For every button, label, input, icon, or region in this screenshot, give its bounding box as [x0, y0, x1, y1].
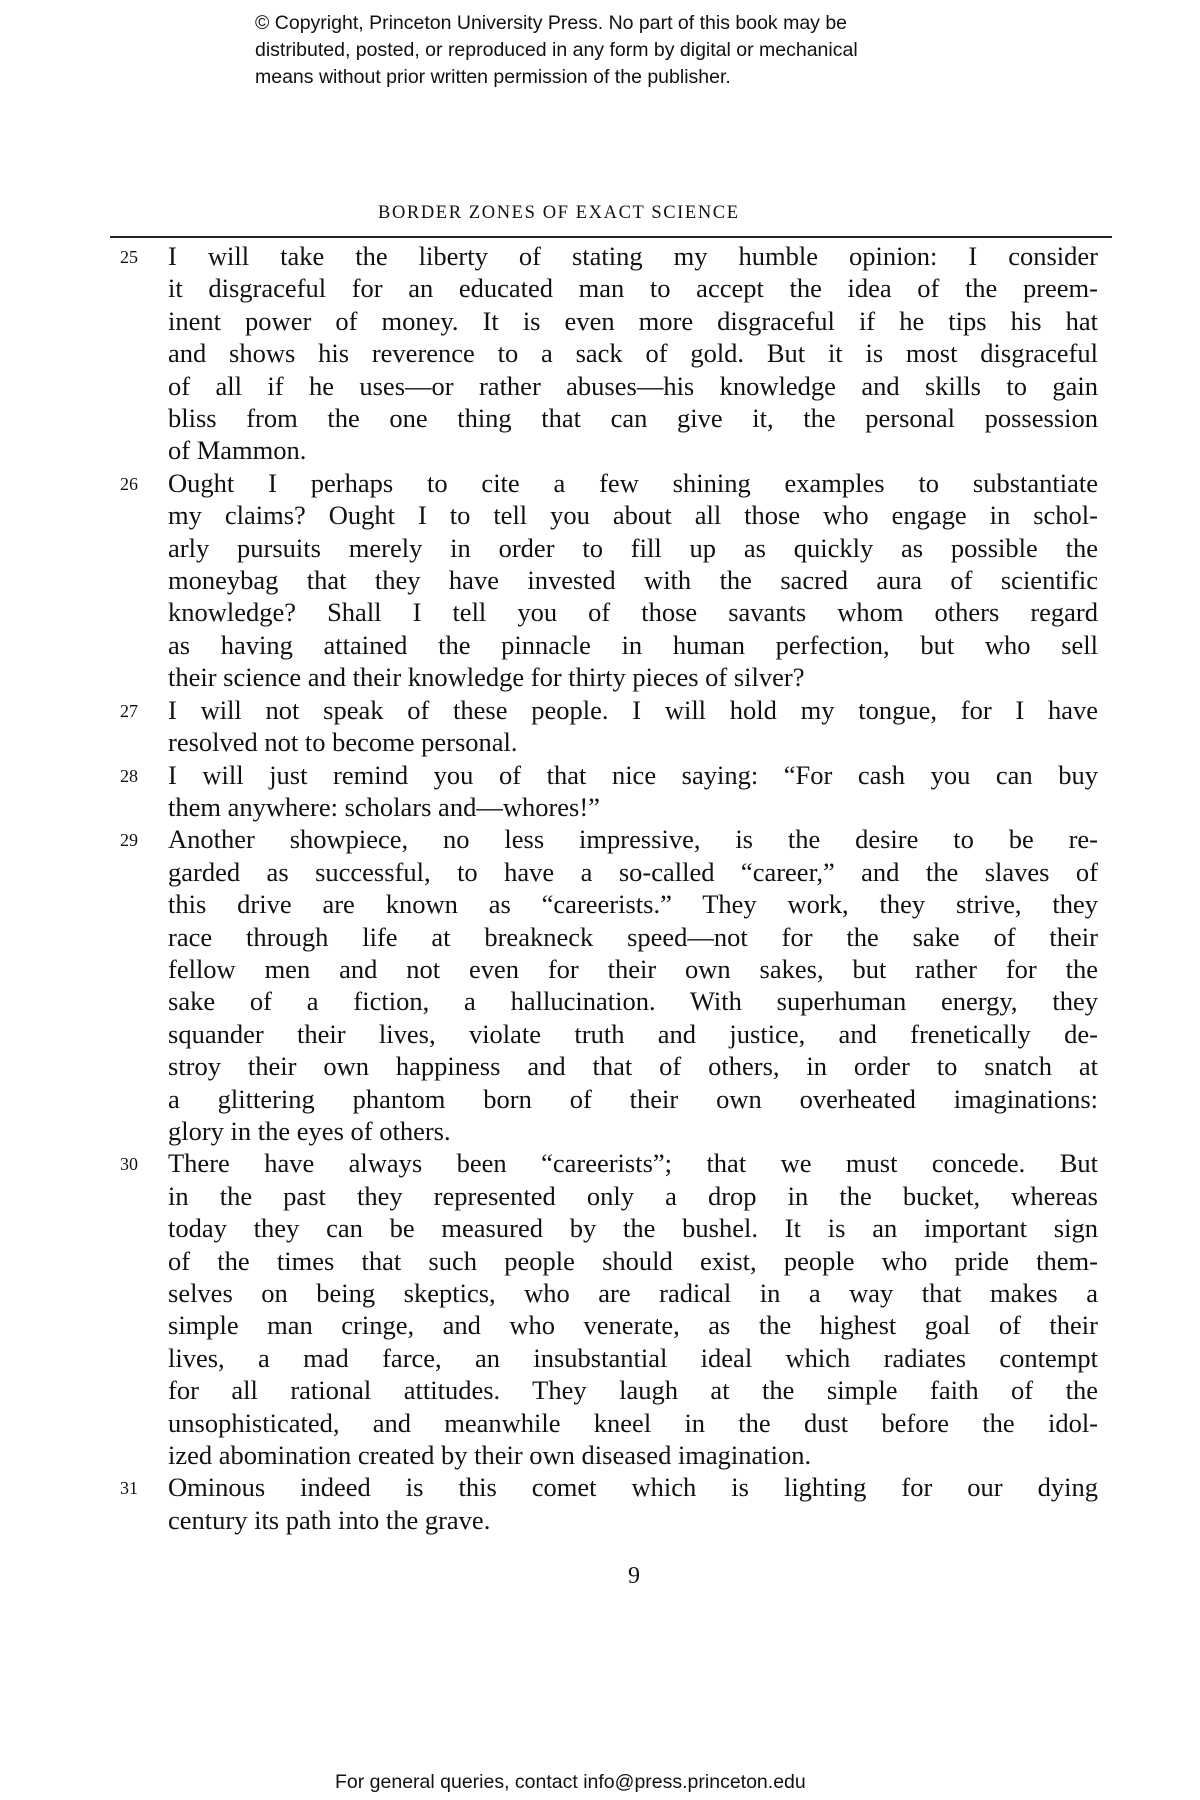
- text-line: I will not speak of these people. I will hold my tongue, for I have: [168, 694, 1098, 725]
- paragraph-number: 29: [120, 830, 138, 851]
- text-line: moneybag that they have invested with the sacred aura of scientific: [168, 565, 1098, 596]
- text-line: for all rational attitudes. They laugh at the simple faith of the: [168, 1375, 1098, 1406]
- text-line: simple man cringe, and who venerate, as the highest goal of their: [168, 1310, 1098, 1341]
- copyright-notice: [255, 10, 975, 91]
- text-line: glory in the eyes of others.: [168, 1115, 451, 1146]
- header-rule: [110, 236, 1112, 238]
- paragraph: [120, 1471, 1098, 1536]
- text-line: ized abomination created by their own diseased imagination.: [168, 1440, 812, 1471]
- text-line: stroy their own happiness and that of others, in order to snatch at: [168, 1051, 1098, 1082]
- paragraph: [120, 694, 1098, 759]
- text-line: I will take the liberty of stating my humble opinion: I consider: [168, 241, 1098, 271]
- text-line: bliss from the one thing that can give it, the personal possession: [168, 403, 1098, 434]
- text-line: sake of a fiction, a hallucination. With superhuman energy, they: [168, 986, 1098, 1017]
- paragraph-number: 27: [120, 700, 138, 721]
- text-line: garded as successful, to have a so-called “career,” and the slaves of: [168, 856, 1098, 887]
- text-line: Ominous indeed is this comet which is lighting for our dying: [168, 1472, 1098, 1503]
- text-line: in the past they represented only a drop in the bucket, whereas: [168, 1180, 1098, 1211]
- text-line: my claims? Ought I to tell you about all those who engage in schol-: [168, 500, 1098, 531]
- footer-contact: For general queries, contact info@press.princeton.edu: [335, 1771, 806, 1793]
- text-line: century its path into the grave.: [168, 1504, 491, 1535]
- running-head: BORDER ZONES OF EXACT SCIENCE: [378, 203, 740, 223]
- text-line: lives, a mad farce, an insubstantial ideal which radiates contempt: [168, 1342, 1098, 1373]
- text-line: their science and their knowledge for thirty pieces of silver?: [168, 662, 805, 693]
- page-number: 9: [628, 1563, 640, 1589]
- text-line: knowledge? Shall I tell you of those savants whom others regard: [168, 597, 1098, 628]
- text-line: today they can be measured by the bushel. It is an important sign: [168, 1213, 1098, 1244]
- paragraph: [120, 467, 1098, 694]
- text-line: Another showpiece, no less impressive, is the desire to be re-: [168, 824, 1098, 855]
- copyright-line: means without prior written permission of the publisher.: [255, 66, 731, 88]
- text-line: Ought I perhaps to cite a few shining examples to substantiate: [168, 467, 1098, 498]
- paragraph-number: 26: [120, 473, 138, 494]
- text-line: a glittering phantom born of their own overheated imaginations:: [168, 1083, 1098, 1114]
- paragraph: [120, 823, 1098, 1147]
- text-line: arly pursuits merely in order to fill up as quickly as possible the: [168, 532, 1098, 563]
- copyright-line: distributed, posted, or reproduced in any form by digital or mechanical: [255, 39, 858, 61]
- text-line: fellow men and not even for their own sakes, but rather for the: [168, 953, 1098, 984]
- paragraph: [120, 1147, 1098, 1471]
- text-line: selves on being skeptics, who are radical in a way that makes a: [168, 1278, 1098, 1308]
- paragraph-number: 30: [120, 1154, 138, 1175]
- text-line: resolved not to become personal.: [168, 727, 518, 758]
- text-line: I will just remind you of that nice saying: “For cash you can buy: [168, 759, 1098, 790]
- paragraph-number: 28: [120, 765, 138, 786]
- text-line: squander their lives, violate truth and justice, and frenetically de-: [168, 1018, 1098, 1049]
- text-line: this drive are known as “careerists.” They work, they strive, they: [168, 889, 1098, 920]
- text-line: as having attained the pinnacle in human perfection, but who sell: [168, 629, 1098, 660]
- text-line: them anywhere: scholars and—whores!”: [168, 791, 600, 822]
- paragraph: [120, 240, 1098, 467]
- paragraph-number: 25: [120, 247, 138, 267]
- text-line: race through life at breakneck speed—not for the sake of their: [168, 921, 1098, 952]
- text-line: and shows his reverence to a sack of gold. But it is most disgraceful: [168, 338, 1098, 369]
- text-line: of all if he uses—or rather abuses—his knowledge and skills to gain: [168, 370, 1098, 401]
- text-line: it disgraceful for an educated man to accept the idea of the preem-: [168, 273, 1098, 304]
- text-line: There have always been “careerists”; that we must concede. But: [168, 1148, 1098, 1179]
- paragraph: [120, 759, 1098, 824]
- body-text: [120, 240, 1098, 1536]
- text-line: of Mammon.: [168, 435, 307, 466]
- paragraph-number: 31: [120, 1478, 138, 1499]
- text-line: of the times that such people should exist, people who pride them-: [168, 1245, 1098, 1276]
- copyright-line: © Copyright, Princeton University Press. No part of this book may be: [255, 12, 848, 34]
- text-line: inent power of money. It is even more disgraceful if he tips his hat: [168, 305, 1098, 336]
- text-line: unsophisticated, and meanwhile kneel in the dust before the idol-: [168, 1407, 1098, 1438]
